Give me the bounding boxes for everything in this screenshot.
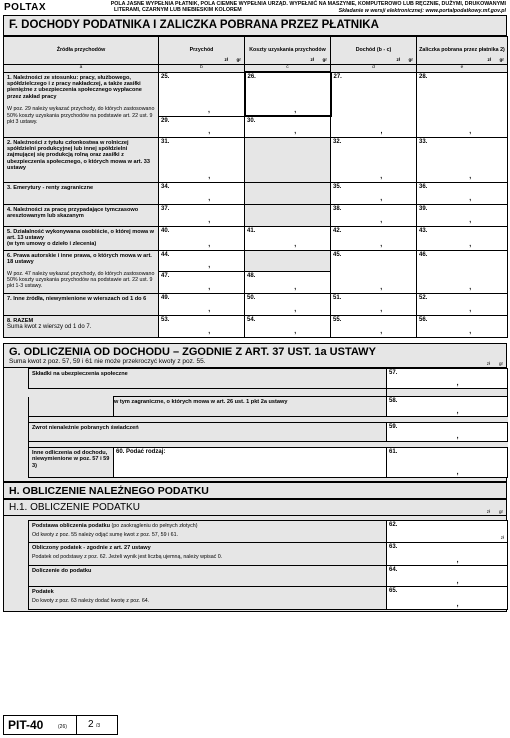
col-letter: e	[417, 65, 508, 73]
field-29[interactable]	[159, 116, 245, 137]
field-43[interactable]	[417, 226, 508, 250]
unit-gr: gr	[236, 56, 241, 62]
field-num: 42.	[333, 227, 342, 234]
comma: ,	[456, 577, 459, 585]
field-32[interactable]	[331, 137, 417, 182]
field-55[interactable]	[331, 315, 417, 337]
field-num: 64.	[389, 567, 398, 573]
row-4-label	[4, 204, 159, 226]
tax-table	[28, 520, 508, 610]
unit-zl: zł	[487, 56, 491, 62]
row-5-title: 5. Działalność wykonywana osobiście, o której mowa w art. 13 ustawy	[7, 228, 155, 241]
field-num: 43.	[419, 227, 428, 234]
field-num: 30.	[247, 118, 256, 124]
comma: ,	[208, 217, 211, 225]
field-50[interactable]	[245, 293, 331, 315]
field-num: 55.	[333, 316, 342, 323]
comma: ,	[294, 241, 297, 249]
field-num: 52.	[419, 294, 428, 301]
section-g-title	[3, 343, 507, 368]
field-num: 50.	[247, 294, 256, 301]
field-41[interactable]	[245, 226, 331, 250]
unit-gr: gr	[499, 56, 504, 62]
field-num: 48.	[247, 272, 256, 279]
field-num: 51.	[333, 294, 342, 301]
spacer	[29, 389, 387, 397]
brand-label: POLTAX	[4, 2, 47, 13]
field-num: 45.	[333, 251, 342, 258]
field-disabled	[245, 137, 331, 182]
comma: ,	[469, 128, 472, 136]
comma: ,	[380, 173, 383, 181]
label-64-title: Doliczenie do podatku	[32, 568, 92, 574]
row-4-title: 4. Należności za pracę przypadające tymczasowo aresztowanym lub skazanym	[7, 206, 139, 219]
comma: ,	[208, 241, 211, 249]
col-letter: a	[4, 65, 159, 73]
field-45[interactable]	[331, 250, 417, 293]
field-num: 40.	[161, 227, 170, 234]
row-5-label	[4, 226, 159, 250]
section-h1-title	[3, 499, 507, 516]
field-36[interactable]	[417, 182, 508, 204]
unit-zl: zł	[224, 56, 228, 62]
unit-gr: gr	[322, 56, 327, 62]
unit-zl: zł	[486, 361, 490, 366]
comma: ,	[208, 107, 210, 115]
field-35[interactable]	[331, 182, 417, 204]
field-31[interactable]	[159, 137, 245, 182]
comma: ,	[456, 407, 459, 415]
field-num: 26.	[247, 74, 256, 80]
comma: ,	[469, 217, 472, 225]
col-letter: c	[245, 65, 331, 73]
unit-zl: zł	[396, 56, 400, 62]
field-num: 60. Podać rodzaj:	[116, 449, 166, 455]
comma: ,	[456, 600, 459, 608]
comma: ,	[456, 379, 459, 387]
comma: ,	[380, 328, 383, 336]
row-8-title: 8. RAZEM	[7, 317, 34, 324]
comma: ,	[294, 128, 297, 136]
field-num: 28.	[419, 73, 428, 80]
label-61	[29, 448, 114, 478]
deductions-table	[28, 368, 508, 478]
row-7-label	[4, 293, 159, 315]
col-head-net	[331, 37, 417, 65]
field-num: 31.	[161, 138, 170, 145]
comma: ,	[208, 128, 211, 136]
comma: ,	[380, 128, 383, 136]
row-1-label	[4, 72, 159, 137]
comma: ,	[208, 173, 211, 181]
unit-gr: gr	[408, 56, 413, 62]
unit-zl: zł	[500, 534, 504, 540]
form-code: PIT-40	[8, 718, 44, 732]
field-num: 63.	[389, 544, 398, 550]
row-5-sub: (w tym umowy o dzieło i zlecenia)	[7, 241, 97, 248]
comma: ,	[294, 284, 297, 292]
label-62-title: Podstawa obliczenia podatku	[32, 523, 111, 529]
divider	[76, 716, 77, 734]
comma: ,	[469, 173, 472, 181]
field-num: 38.	[333, 205, 342, 212]
comma: ,	[380, 217, 383, 225]
field-59[interactable]	[387, 423, 508, 442]
field-62[interactable]	[387, 521, 508, 543]
comma: ,	[469, 284, 472, 292]
label-65	[29, 587, 387, 610]
field-26[interactable]	[245, 72, 331, 116]
form-version: (26)	[58, 724, 67, 730]
field-num: 47.	[161, 272, 170, 279]
col-income-label: Przychód	[189, 47, 214, 54]
field-num: 54.	[247, 316, 256, 323]
field-num: 34.	[161, 183, 170, 190]
row-1-note: W poz. 29 należy wykazać przychody, do których zastosowano 50% koszty uzyskania przychodów na podstawie art. 22 ust. 9 pkt 3 ustawy.	[7, 106, 155, 125]
field-28[interactable]	[417, 72, 508, 137]
field-33[interactable]	[417, 137, 508, 182]
field-num: 25.	[161, 73, 170, 80]
col-head-advance	[417, 37, 508, 65]
section-h1-heading: H.1. OBLICZENIE PODATKU	[9, 502, 140, 513]
label-59-text: Zwrot nienależnie pobranych świadczeń	[32, 425, 139, 431]
field-65[interactable]	[387, 587, 508, 610]
label-57-text: Składki na ubezpieczenia społeczne	[32, 371, 128, 377]
section-h-title: H. OBLICZENIE NALEŻNEGO PODATKU	[3, 482, 507, 499]
row-2-title: 2. Należności z tytułu członkostwa w rolniczej spółdzielni produkcyjnej lub innej spółdzielni zajmującej się produkcją rolną oraz zasiłki z ubezpieczenia społecznego, o których mowa w art. 33 ustawy	[7, 139, 150, 172]
unit-gr: gr	[498, 361, 503, 366]
label-63-note: Podatek od podstawy z poz. 62. Jeżeli wynik jest liczbą ujemną, należy wpisać 0.	[32, 554, 223, 561]
field-num: 56.	[419, 316, 428, 323]
comma: ,	[208, 306, 211, 314]
field-num: 36.	[419, 183, 428, 190]
field-25[interactable]	[159, 72, 245, 116]
field-60[interactable]	[114, 448, 387, 478]
field-63[interactable]	[387, 543, 508, 566]
note-line-1: POLA JASNE WYPEŁNIA PŁATNIK, POLA CIEMNE WYPEŁNIA URZĄD. WYPEŁNIĆ NA MASZYNIE, KOMPUTEROWO LUB RĘCZNIE, DUŻYMI, DRUKOWANYMI	[110, 1, 506, 7]
label-63	[29, 543, 387, 566]
field-num: 41.	[247, 227, 256, 234]
note-line-2: LITERAMI, CZARNYM LUB NIEBIESKIM KOLOREM	[114, 7, 242, 14]
row-7-title: 7. Inne źródła, niewymienione w wierszach od 1 do 6	[7, 295, 147, 302]
comma: ,	[469, 195, 472, 203]
comma: ,	[380, 306, 383, 314]
comma: ,	[380, 284, 383, 292]
field-27[interactable]	[331, 72, 417, 137]
note-line-3: Składanie w wersji elektronicznej: www.portalpodatkowy.mf.gov.pl	[338, 7, 506, 14]
field-num: 35.	[333, 183, 342, 190]
comma: ,	[469, 306, 472, 314]
field-52[interactable]	[417, 293, 508, 315]
indent	[29, 397, 114, 417]
col-letter: d	[331, 65, 417, 73]
comma: ,	[469, 328, 472, 336]
unit-gr: gr	[498, 509, 503, 514]
field-61[interactable]	[387, 448, 508, 478]
col-head-source: Źródła przychodów	[4, 37, 159, 65]
field-46[interactable]	[417, 250, 508, 293]
comma: ,	[380, 195, 383, 203]
field-58[interactable]	[387, 397, 508, 417]
field-num: 32.	[333, 138, 342, 145]
row-6-note: W poz. 47 należy wykazać przychody, do których zastosowano 50% koszty uzyskania przychodów na podstawie art. 22 ust. 9 pkt 1-3 ustawy.	[7, 270, 155, 290]
field-39[interactable]	[417, 204, 508, 226]
field-num: 57.	[389, 370, 398, 376]
page-number: 2	[88, 719, 94, 730]
col-advance-label: Zaliczka pobrana przez płatnika 2)	[419, 47, 505, 54]
col-letter: b	[159, 65, 245, 73]
row-3-title: 3. Emerytury - renty zagraniczne	[7, 184, 94, 191]
field-disabled	[245, 250, 331, 271]
section-g-heading: G. ODLICZENIA OD DOCHODU – ZGODNIE Z ART. 37 UST. 1a USTAWY	[9, 346, 376, 358]
row-8-label	[4, 315, 159, 337]
label-62	[29, 521, 387, 543]
field-num: 46.	[419, 251, 428, 258]
field-47[interactable]	[159, 271, 245, 293]
field-42[interactable]	[331, 226, 417, 250]
field-48[interactable]	[245, 271, 331, 293]
field-40[interactable]	[159, 226, 245, 250]
label-63-title: Obliczony podatek - zgodnie z art. 27 ustawy	[32, 545, 151, 551]
field-64[interactable]	[387, 566, 508, 587]
field-49[interactable]	[159, 293, 245, 315]
comma: ,	[208, 284, 211, 292]
page-total: /3	[96, 723, 101, 729]
comma: ,	[456, 468, 459, 476]
label-57	[29, 369, 387, 389]
col-head-costs	[245, 37, 331, 65]
field-disabled	[245, 182, 331, 204]
spacer-cell	[387, 389, 508, 397]
label-58	[114, 397, 387, 417]
field-56[interactable]	[417, 315, 508, 337]
field-num: 61.	[389, 449, 398, 455]
field-num: 58.	[389, 398, 398, 404]
comma: ,	[469, 241, 472, 249]
field-num: 65.	[389, 588, 398, 594]
field-54[interactable]	[245, 315, 331, 337]
col-net-label: Dochód (b - c)	[355, 47, 392, 54]
comma: ,	[208, 262, 211, 270]
field-num: 37.	[161, 205, 170, 212]
field-num: 33.	[419, 138, 428, 145]
field-30[interactable]	[245, 116, 331, 137]
field-num: 27.	[333, 73, 342, 80]
row-3-label	[4, 182, 159, 204]
field-num: 59.	[389, 424, 398, 430]
label-65-note: Do kwoty z poz. 63 należy dodać kwotę z poz. 64.	[32, 598, 150, 605]
field-num: 49.	[161, 294, 170, 301]
form-footer	[3, 715, 118, 735]
field-34[interactable]	[159, 182, 245, 204]
field-51[interactable]	[331, 293, 417, 315]
label-61-text: Inne odliczenia od dochodu, niewymienione w poz. 57 i 59 3)	[32, 450, 110, 469]
field-num: 39.	[419, 205, 428, 212]
comma: ,	[208, 328, 211, 336]
row-6-label	[4, 250, 159, 293]
row-2-label	[4, 137, 159, 182]
comma: ,	[456, 556, 459, 564]
label-64	[29, 566, 387, 587]
field-num: 62.	[389, 522, 398, 528]
instructions-note	[84, 1, 506, 14]
row-1-title: 1. Należności ze stosunku: pracy, służbowego, spółdzielczego i z pracy nakładczej, a także zasiłki pieniężne z ubezpieczenia społecznego wypłacone przez zakład pracy	[7, 74, 142, 100]
comma: ,	[294, 306, 297, 314]
label-59	[29, 423, 387, 442]
unit-zl: zł	[310, 56, 314, 62]
row-6-title: 6. Prawa autorskie i inne prawa, o których mowa w art. 18 ustawy	[7, 252, 152, 266]
section-f-title: F. DOCHODY PODATNIKA I ZALICZKA POBRANA PRZEZ PŁATNIKA	[3, 15, 507, 36]
field-num: 44.	[161, 251, 170, 258]
label-62-note: Od kwoty z poz. 55 należy odjąć sumę kwot z poz. 57, 59 i 61.	[32, 532, 179, 539]
field-38[interactable]	[331, 204, 417, 226]
col-costs-label: Koszty uzyskania przychodów	[249, 47, 326, 54]
field-disabled	[245, 204, 331, 226]
label-58-text: w tym zagraniczne, o których mowa w art. 26 ust. 1 pkt 2a ustawy	[114, 399, 288, 405]
row-8-sub: Suma kwot z wierszy od 1 do 7.	[7, 324, 92, 331]
field-44[interactable]	[159, 250, 245, 271]
income-table	[3, 36, 508, 338]
comma: ,	[380, 241, 383, 249]
col-head-income	[159, 37, 245, 65]
comma: ,	[208, 195, 211, 203]
section-g-subtitle: Suma kwot z poz. 57, 59 i 61 nie może przekroczyć kwoty z poz. 55.	[9, 358, 206, 365]
field-num: 29.	[161, 117, 170, 124]
field-53[interactable]	[159, 315, 245, 337]
field-num: 53.	[161, 316, 170, 323]
unit-zl: zł	[486, 509, 490, 514]
field-57[interactable]	[387, 369, 508, 389]
label-62-hint: (po zaokrągleniu do pełnych złotych)	[111, 523, 198, 529]
comma: ,	[294, 106, 297, 114]
label-65-title: Podatek	[32, 589, 54, 595]
comma: ,	[294, 328, 297, 336]
comma: ,	[456, 432, 459, 440]
field-37[interactable]	[159, 204, 245, 226]
